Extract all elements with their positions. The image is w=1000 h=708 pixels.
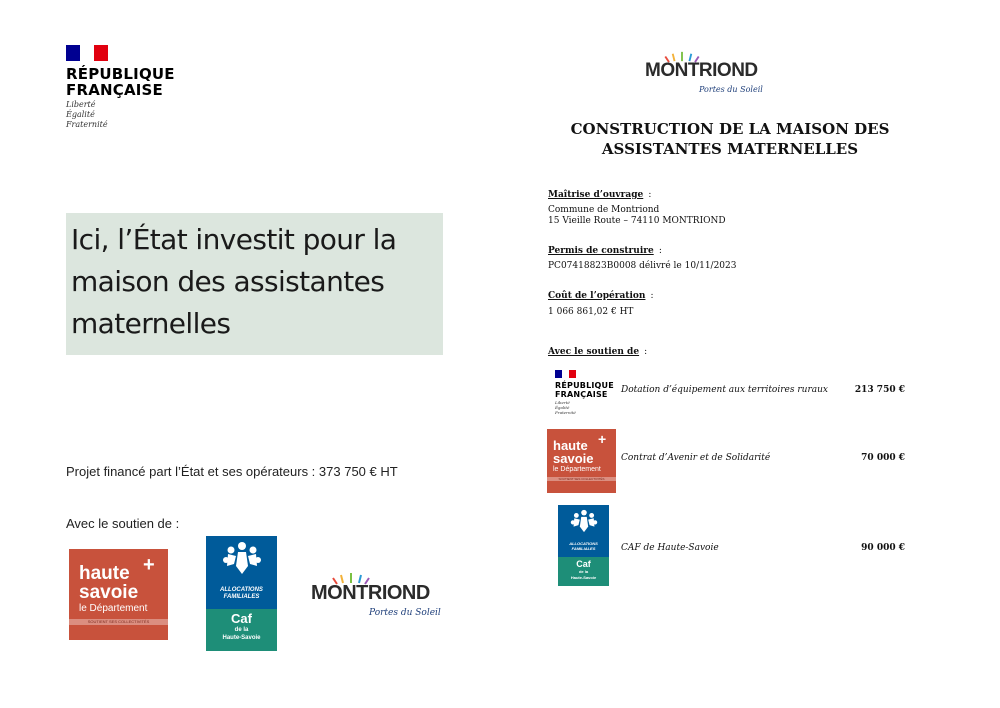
haute-savoie-line3: le Département bbox=[553, 466, 601, 473]
owner-heading bbox=[548, 182, 651, 201]
caf-emblem-icon bbox=[568, 508, 600, 534]
caf-line2: FAMILIALES bbox=[223, 594, 260, 600]
republique-francaise-logo-small bbox=[555, 370, 615, 420]
owner-line1: Commune de Montriond bbox=[548, 205, 660, 215]
support-colon: : bbox=[644, 347, 648, 357]
plus-icon: + bbox=[143, 554, 155, 576]
cost-heading bbox=[548, 283, 654, 302]
republique-francaise-logo bbox=[66, 45, 176, 140]
caf-name: Caf bbox=[231, 611, 252, 626]
haute-savoie-line2: savoie bbox=[79, 582, 139, 603]
headline-line3: maternelles bbox=[71, 307, 231, 340]
motto-liberte: Liberté bbox=[555, 400, 570, 405]
caf-logo bbox=[206, 536, 277, 651]
montriond-word: MONTRIOND bbox=[645, 60, 758, 81]
haute-savoie-line3: le Département bbox=[79, 603, 148, 614]
owner-label: Maîtrise d’ouvrage bbox=[548, 190, 644, 200]
title-line1: CONSTRUCTION DE LA MAISON DES bbox=[570, 120, 890, 138]
montriond-word: MONTRIOND bbox=[311, 582, 430, 604]
funder-label-dotation: Dotation d’équipement aux territoires ruraux bbox=[621, 385, 828, 395]
french-flag-icon bbox=[66, 45, 108, 61]
headline-line2: maison des assistantes bbox=[71, 265, 385, 298]
cost-colon: : bbox=[650, 291, 654, 301]
permit-colon: : bbox=[658, 246, 662, 256]
republique-name-line2: FRANÇAISE bbox=[66, 81, 164, 99]
funder-amount-caf: 90 000 € bbox=[861, 543, 905, 553]
haute-savoie-line1: haute bbox=[79, 563, 130, 584]
headline-line1: Ici, l’État investit pour la bbox=[71, 223, 397, 256]
support-heading bbox=[548, 339, 647, 358]
motto-fraternite: Fraternité bbox=[555, 410, 576, 415]
caf-sub2: Haute-Savoie bbox=[570, 575, 597, 580]
caf-sub2: Haute-Savoie bbox=[222, 635, 261, 641]
headline-box bbox=[66, 213, 443, 355]
financed-text: Projet financé part l’État et ses opérateurs : 373 750 € HT bbox=[66, 464, 398, 479]
funder-label-contrat: Contrat d’Avenir et de Solidarité bbox=[621, 453, 771, 463]
permit-value: PC07418823B0008 délivré le 10/11/2023 bbox=[548, 261, 737, 271]
montriond-logo-header bbox=[645, 50, 765, 102]
haute-savoie-tagline: SOUTIENT SES COLLECTIVITÉS bbox=[69, 619, 168, 625]
owner-colon: : bbox=[648, 190, 652, 200]
french-flag-icon bbox=[555, 370, 576, 378]
republique-name-line1: RÉPUBLIQUE bbox=[555, 381, 614, 390]
montriond-logo bbox=[311, 571, 441, 627]
caf-line2: FAMILIALES bbox=[571, 546, 596, 551]
owner-line2: 15 Vieille Route – 74110 MONTRIOND bbox=[548, 216, 726, 226]
support-label: Avec le soutien de bbox=[548, 347, 640, 357]
caf-sub1: de la bbox=[578, 569, 589, 574]
cost-label: Coût de l’opération bbox=[548, 291, 646, 301]
caf-sub1: de la bbox=[234, 627, 249, 633]
motto-liberte: Liberté bbox=[66, 100, 96, 109]
plus-icon: + bbox=[598, 431, 607, 447]
funder-amount-contrat: 70 000 € bbox=[861, 453, 905, 463]
haute-savoie-line2: savoie bbox=[553, 451, 594, 466]
montriond-sub: Portes du Soleil bbox=[369, 608, 441, 618]
caf-line1: ALLOCATIONS bbox=[220, 587, 263, 593]
motto-egalite: Égalité bbox=[555, 405, 570, 410]
haute-savoie-line1: haute bbox=[553, 438, 588, 453]
cost-value: 1 066 861,02 € HT bbox=[548, 307, 634, 317]
montriond-sub: Portes du Soleil bbox=[699, 85, 763, 94]
funder-amount-dotation: 213 750 € bbox=[854, 385, 905, 395]
caf-logo-small bbox=[558, 505, 609, 586]
document-title bbox=[545, 119, 915, 159]
republique-name-line1: RÉPUBLIQUE bbox=[66, 65, 175, 83]
caf-name: Caf bbox=[576, 559, 591, 569]
haute-savoie-logo bbox=[69, 549, 168, 640]
haute-savoie-logo-small bbox=[547, 429, 616, 493]
support-text: Avec le soutien de : bbox=[66, 516, 180, 531]
motto-fraternite: Fraternité bbox=[66, 120, 108, 129]
caf-emblem-icon bbox=[219, 540, 265, 576]
permit-heading bbox=[548, 238, 662, 257]
haute-savoie-tagline: SOUTIENT SES COLLECTIVITÉS bbox=[547, 477, 616, 481]
caf-line1: ALLOCATIONS bbox=[569, 541, 598, 546]
republique-name-line2: FRANÇAISE bbox=[555, 390, 608, 399]
permit-label: Permis de construire bbox=[548, 246, 654, 256]
title-line2: ASSISTANTES MATERNELLES bbox=[601, 140, 859, 158]
funder-label-caf: CAF de Haute-Savoie bbox=[621, 543, 719, 553]
motto-egalite: Égalité bbox=[66, 110, 95, 119]
